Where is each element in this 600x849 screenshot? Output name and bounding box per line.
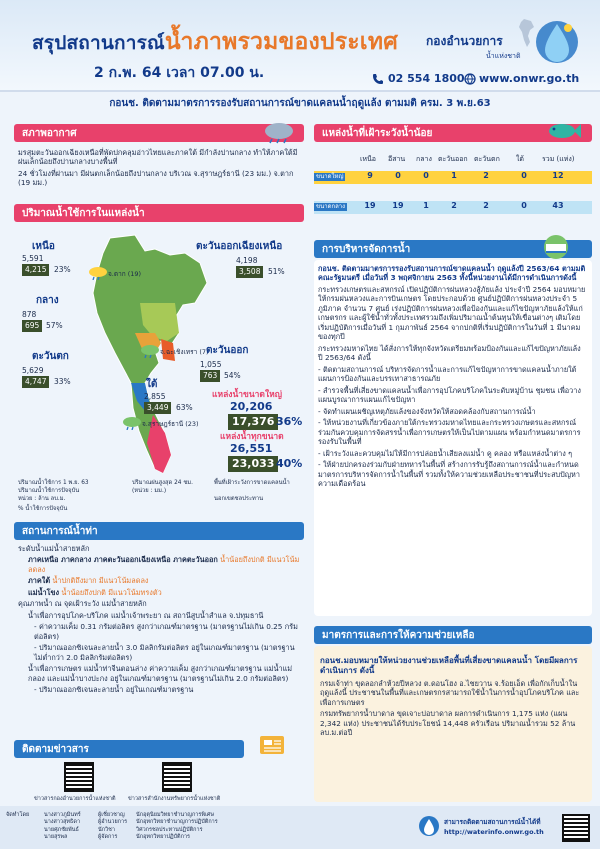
region-north-name: เหนือ	[32, 241, 55, 252]
management-interior-c: - จัดทำแผนเผชิญเหตุภัยแล้งของจังหวัดให้สอดคล้องกับสถานการณ์น้ำ	[318, 406, 536, 416]
region-south-name: ใต้	[146, 379, 158, 390]
region-east-pct: 54%	[224, 371, 241, 380]
footer-position-4: นักอุทกวิทยาปฏิบัติการ	[136, 834, 190, 841]
region-north-total: 5,591	[22, 254, 44, 263]
lw-large-total: 12	[552, 171, 564, 180]
management-interior-a: - ติดตามสถานการณ์ บริหารจัดการน้ำและการแก้ไขปัญหาการขาดแคลนน้ำภายใต้แผนการป้องกันและบรรเทาสาธารณภัย	[318, 364, 577, 384]
org-sub: น้ำแห่งชาติ	[486, 52, 521, 60]
weather-bullet-1: มรสุมตะวันออกเฉียงเหนือที่พัดปกคลุมอ่าวไทยและภาคใต้ มีกำลังปานกลาง ทำให้ภาคใต้มีฝนเล็กน้อยถึงปานกลางบางพื้นที่	[18, 148, 298, 167]
river-oxygen: - ปริมาณออกซิเจนละลายน้ำ 3.0 มิลลิกรัมต่อลิตร อยู่ในเกณฑ์มาตรฐาน (มาตรฐานไม่ต่ำกว่า 2.0 มิลลิกรัมต่อลิตร)	[34, 643, 295, 662]
lw-medium-west: 2	[483, 201, 489, 210]
river-agri-oxygen: - ปริมาณออกซิเจนละลายน้ำ อยู่ในเกณฑ์มาตรฐาน	[34, 685, 194, 695]
lw-head-west: ตะวันตก	[474, 155, 500, 163]
region-east-name: ตะวันออก	[206, 345, 249, 356]
org-logo	[424, 18, 580, 72]
lw-large-east: 1	[451, 171, 457, 180]
newspaper-icon	[258, 734, 286, 756]
footer-roles	[98, 812, 127, 842]
rain-surat: จ.สุราษฎร์ธานี (23)	[142, 420, 199, 428]
river-mekong	[18, 588, 302, 597]
all-sources-usable: 23,033	[228, 456, 278, 472]
region-west-pct: 33%	[54, 377, 71, 386]
header-rule	[0, 90, 600, 92]
report-date: 2 ก.พ. 64 เวลา 07.00 น.	[94, 65, 265, 81]
lw-row-medium-label: ขนาดกลาง	[316, 203, 346, 210]
river-mekong-state: น้ำน้อยถึงปกติ มีแนวโน้มทรงตัว	[61, 587, 162, 597]
lw-row-large	[314, 171, 592, 184]
region-north-pct: 23%	[54, 265, 71, 274]
region-east-total: 1,055	[200, 360, 222, 369]
management-interior-d: - ให้หน่วยงานที่เกี่ยวข้องภายใต้กระทรวงมหาดไทยและกระทรวงเกษตรและสหกรณ์ ร่วมกันควบคุมการจัดสรรน้ำเพื่อการเกษตรให้เป็นไปตามแผน พร้อมกำหนดมาตรการรองรับในพื้นที่	[318, 418, 581, 447]
legend-watch-area: พื้นที่เฝ้าระวังการขาดแคลนน้ำ	[214, 480, 290, 486]
region-west-total: 5,629	[22, 366, 44, 375]
footer-name-3: นายศุภชัยพันธ์	[44, 826, 79, 833]
globe-icon	[464, 73, 476, 85]
phone-number: 02 554 1800	[388, 72, 465, 85]
footer-position-1: นักอุตุนิยมวิทยาชำนาญการพิเศษ	[136, 812, 214, 818]
region-central-name: กลาง	[36, 295, 59, 306]
region-west-usable: 4,747	[22, 376, 49, 388]
river-agriculture: น้ำเพื่อการเกษตร แม่น้ำท่าจีนตอนล่าง ค่าความเค็ม สูงกว่าเกณฑ์มาตรฐาน แม่น้ำแม่กลอง และแม่น้ำบางปะกง อยู่ในเกณฑ์มาตรฐาน (มาตรฐานไม่เกิน 2.0 กรัมต่อลิตร)	[28, 664, 293, 683]
weather-title-label: สภาพอากาศ	[22, 128, 77, 139]
qr-code-waterinfo[interactable]	[562, 814, 590, 842]
lw-medium-isan: 19	[392, 201, 404, 210]
management-agri: กระทรวงเกษตรและสหกรณ์ เปิดปฏิบัติการฝนหลวงสู้ภัยแล้ง ประจำปี 2564 มอบหมายให้กรมฝนหลวงและการบินเกษตร โดยประกอบด้วย ศูนย์ปฏิบัติการฝนหลวงประจำ 5 ภูมิภาค จำนวน 7 ศูนย์ เร่งปฏิบัติการฝนหลวงเพื่อป้องกันและแก้ไขปัญหาภัยแล้งให้แก่เกษตรกร และผู้ใช้น้ำทั่วทั้งประเทศรวมถึงเพิ่มปริมาณน้ำต้นทุนให้เขื่อนต่างๆ เติมโดยเริ่มปฏิบัติการเมื่อวันที่ 1 กุมภาพันธ์ 2564 จากปกติที่เริ่มปฏิบัติการในวันที่ 1 มีนาคมของทุกปี	[318, 284, 586, 342]
legend-non-irrigated: นอกเขตชลประทาน	[214, 496, 264, 502]
legend-rain: ปริมาณฝนสูงสุด 24 ชม.	[132, 480, 193, 486]
region-central-pct: 57%	[46, 321, 63, 330]
footer-prepared-by: จัดทำโดย	[6, 812, 30, 818]
assist-marine: กรมเจ้าท่า ขุดลอกลำห้วยปีหลวง ต.ดอนโฮง อ.ไชยวาน จ.ร้อยเอ็ด เพื่อกักเก็บน้ำในฤดูแล้งนี้ ประชาชนในพื้นที่และเกษตรกรสามารถใช้น้ำในการน้ำอุปโภคบริโภค และเพื่อการเกษตร	[320, 678, 580, 707]
reservoir-title-label: ปริมาณน้ำใช้การในแหล่งน้ำ	[22, 208, 145, 219]
lw-large-isan: 0	[395, 171, 401, 180]
region-west-name: ตะวันตก	[32, 351, 69, 362]
river-level-head: ระดับน้ำแม่น้ำสายหลัก	[18, 544, 90, 553]
weather-text	[18, 148, 302, 190]
legend-current-usable: ปริมาณน้ำใช้การปัจจุบัน	[18, 488, 80, 494]
large-sources-usable: 17,376	[228, 414, 278, 430]
qr1-caption: ข่าวสารกองอำนวยการน้ำแห่งชาติ	[34, 796, 116, 802]
footer-names	[44, 812, 81, 842]
management-interior-e: - เฝ้าระวังและควบคุมไม่ให้มีการปล่อยน้ำเสียลงแม่น้ำ คู คลอง หรือแหล่งน้ำต่าง ๆ	[318, 448, 573, 458]
footer-role-1: ผู้เชี่ยวชาญ	[98, 812, 125, 818]
map-legend	[14, 478, 304, 518]
region-east-usable: 763	[200, 370, 220, 382]
footer-name-1: นางสาวภูมินทร์	[44, 812, 81, 818]
onwr-logo-icon	[418, 815, 440, 837]
phone-icon	[372, 73, 384, 85]
region-northeast-name: ตะวันออกเฉียงเหนือ	[196, 241, 283, 252]
map-silhouette-icon	[516, 18, 538, 48]
footer-role-3: นักวิชา	[98, 826, 115, 833]
footer-name-2: นางสาวสุทธิดา	[44, 819, 81, 826]
legend-pct: % น้ำใช้การปัจจุบัน	[18, 506, 68, 512]
region-central-total: 878	[22, 310, 37, 319]
region-south-usable: 3,449	[144, 402, 171, 414]
all-sources-total: 26,551	[230, 442, 273, 455]
river-north-central	[18, 555, 302, 574]
legend-unit: หน่วย : ล้าน ลบ.ม.	[18, 496, 66, 502]
river-text	[18, 544, 302, 697]
river-quality-head: คุณภาพน้ำ ณ จุดเฝ้าระวัง แม่น้ำสายหลัก	[18, 599, 147, 609]
lw-medium-central: 1	[423, 201, 429, 210]
rain-chachoengsao: จ.ฉะเชิงเทรา (7)	[160, 348, 209, 356]
website-link[interactable]: www.onwr.go.th	[479, 72, 580, 85]
river-south-label: ภาคใต้	[28, 576, 51, 586]
assist-title-label: มาตรการและการให้ความช่วยเหลือ	[322, 630, 475, 641]
management-interior: กระทรวงมหาดไทย ได้สั่งการให้ทุกจังหวัดเตรียมพร้อมป้องกันและแก้ไขปัญหาภัยแล้ง ปี 2563/64 ดังนี้	[318, 343, 581, 363]
management-text	[318, 264, 586, 491]
large-sources-total: 20,206	[230, 400, 273, 413]
river-mekong-label: แม่น้ำโขง	[28, 587, 60, 597]
header	[0, 0, 600, 92]
page-title: สรุปสถานการณ์น้ำภาพรวมของประเทศ	[32, 29, 399, 55]
news-section-title	[14, 740, 244, 758]
river-consumption: น้ำเพื่อการอุปโภค-บริโภค แม่น้ำเจ้าพระยา ณ สถานีสูบน้ำสำแล จ.ปทุมธานี	[28, 610, 264, 620]
lw-row-medium	[314, 201, 592, 214]
management-intro: กอนช. ติดตามมาตรการรองรับสถานการณ์ขาดแคลนน้ำ ฤดูแล้งปี 2563/64 ตามมติคณะรัฐมนตรี เมื่อวันที่ 3 พฤศจิกายน 2563 ทั้งนี้หน่วยงานได้มีการดำเนินการดังนี้	[318, 264, 586, 283]
assist-section-title	[314, 626, 592, 644]
legend-rain-unit: (หน่วย : มม.)	[132, 488, 167, 494]
region-south-pct: 63%	[176, 403, 193, 412]
assist-text	[320, 656, 586, 740]
lw-row-large-label: ขนาดใหญ่	[316, 173, 344, 180]
management-interior-b: - สำรวจพื้นที่เสี่ยงขาดแคลนน้ำเพื่อการอุปโภคบริโภคในระดับหมู่บ้าน ชุมชน เพื่อวางแผนบูรณาการแผนแก้ไขปัญหา	[318, 385, 581, 405]
assist-groundwater: กรมทรัพยากรน้ำบาดาล ขุดเจาะบ่อบาดาล ผลการดำเนินการ 1,175 แห่ง (แผน 2,342 แห่ง) ประชาชนได้รับประโยชน์ 14,448 ครัวเรือน ปริมาณน้ำรวม 52 ล้าน ลบ.ม.ต่อปี	[320, 709, 576, 738]
report-subtitle: กอนช. ติดตามมาตรการรองรับสถานการณ์ขาดแคลนน้ำฤดูแล้ง ตามมติ ครม. 3 พ.ย.63	[109, 98, 491, 109]
lw-large-central: 0	[423, 171, 429, 180]
lw-medium-east: 2	[451, 201, 457, 210]
lw-head-north: เหนือ	[360, 155, 376, 163]
lw-head-central: กลาง	[416, 155, 432, 163]
all-sources-pct: 40%	[276, 457, 303, 470]
assist-head: กอนช.มอบหมายให้หน่วยงานช่วยเหลือพื้นที่เสี่ยงขาดแคลนน้ำ โดยมีผลการดำเนินการ ดังนี้	[320, 656, 578, 676]
large-sources-label: แหล่งน้ำขนาดใหญ่	[212, 390, 282, 400]
rain-cloud-surat-icon	[122, 416, 142, 430]
river-section-title	[14, 522, 304, 540]
weather-bullet-2: 24 ชั่วโมงที่ผ่านมา มีฝนตกเล็กน้อยถึงปานกลาง บริเวณ จ.สุราษฎร์ธานี (23 มม.) จ.ตาก (19 มม.)	[18, 168, 294, 188]
rain-tak: จ.ตาก (19)	[108, 270, 142, 278]
drop-logo-icon	[534, 18, 580, 66]
low-water-title-label: แหล่งน้ำที่เฝ้าระวังน้ำน้อย	[322, 128, 433, 139]
region-northeast-usable: 3,508	[236, 266, 263, 278]
footer-position-3: วิศวกรชลประทานปฏิบัติการ	[136, 826, 203, 833]
reservoir-section-title	[14, 204, 304, 222]
qr-code-onwr-news[interactable]	[64, 762, 94, 792]
region-northeast-pct: 51%	[268, 267, 285, 276]
footer	[0, 806, 600, 849]
lw-head-total: รวม (แห่ง)	[542, 155, 575, 163]
footer-position-2: นักอุทกวิทยาชำนาญการปฏิบัติการ	[136, 819, 218, 826]
region-north-usable: 4,215	[22, 264, 49, 276]
region-northeast-total: 4,198	[236, 256, 258, 265]
lw-large-north: 9	[367, 171, 373, 180]
footer-site-url[interactable]: http://waterinfo.onwr.go.th	[444, 828, 544, 836]
rain-cloud-tak-icon	[88, 266, 108, 280]
fish-icon	[546, 120, 582, 142]
river-north-central-state: น้ำน้อยถึงปกติ มีแนวโน้มลดลง	[28, 555, 300, 574]
river-title-label: สถานการณ์น้ำท่า	[22, 526, 98, 537]
region-central-usable: 695	[22, 320, 42, 332]
lw-large-west: 2	[483, 171, 489, 180]
rain-cloud-chachoengsao-icon	[140, 344, 160, 358]
lw-medium-north: 19	[364, 201, 376, 210]
org-name: กองอำนวยการ	[426, 34, 503, 48]
large-sources-pct: 36%	[276, 415, 303, 428]
lw-medium-south: 0	[521, 201, 527, 210]
footer-name-4: นายสุรพล	[44, 834, 68, 841]
management-title-label: การบริหารจัดการน้ำ	[322, 244, 411, 255]
lw-head-south: ใต้	[516, 155, 524, 163]
weather-section-title	[14, 124, 304, 142]
region-south-total: 2,855	[144, 392, 166, 401]
lw-large-south: 0	[521, 171, 527, 180]
river-south	[18, 576, 302, 585]
qr2-caption: ข่าวสารสำนักงานทรัพยากรน้ำแห่งชาติ	[128, 796, 221, 802]
news-title-label: ติดตามข่าวสาร	[22, 744, 89, 755]
qr-code-onwr-info[interactable]	[162, 762, 192, 792]
lw-medium-total: 43	[552, 201, 564, 210]
footer-role-4: ผู้จัดการ	[98, 834, 118, 841]
legend-nov-usable: ปริมาณน้ำใช้การ 1 พ.ย. 63	[18, 480, 89, 486]
footer-role-2: ผู้อำนวยการ	[98, 819, 128, 826]
lw-head-east: ตะวันออก	[438, 155, 468, 163]
river-north-central-label: ภาคเหนือ ภาคกลาง ภาคตะวันออกเฉียงเหนือ ภาคตะวันออก	[28, 555, 218, 565]
river-south-state: น้ำปกติถึงมาก มีแนวโน้มลดลง	[52, 576, 149, 586]
footer-site-label: สามารถติดตามสถานการณ์น้ำได้ที่	[444, 818, 541, 826]
dam-icon	[536, 234, 576, 260]
lw-head-isan: อีสาน	[388, 155, 406, 163]
management-interior-f: - ให้ฝ่ายปกครองร่วมกับฝ่ายทหารในพื้นที่ สร้างการรับรู้ถึงสถานการณ์น้ำและกำหนดมาตรการบริหารจัดการน้ำในพื้นที่ รวมทั้งให้ความช่วยเหลือประชาชนที่ประสบปัญหาความเดือดร้อน	[318, 460, 580, 489]
all-sources-label: แหล่งน้ำทุกขนาด	[220, 432, 284, 442]
cloud-rain-icon	[262, 120, 296, 144]
footer-positions	[136, 812, 218, 842]
river-salinity: - ค่าความเค็ม 0.31 กรัมต่อลิตร สูงกว่าเกณฑ์มาตรฐาน (มาตรฐานไม่เกิน 0.25 กรัมต่อลิตร)	[34, 622, 298, 641]
